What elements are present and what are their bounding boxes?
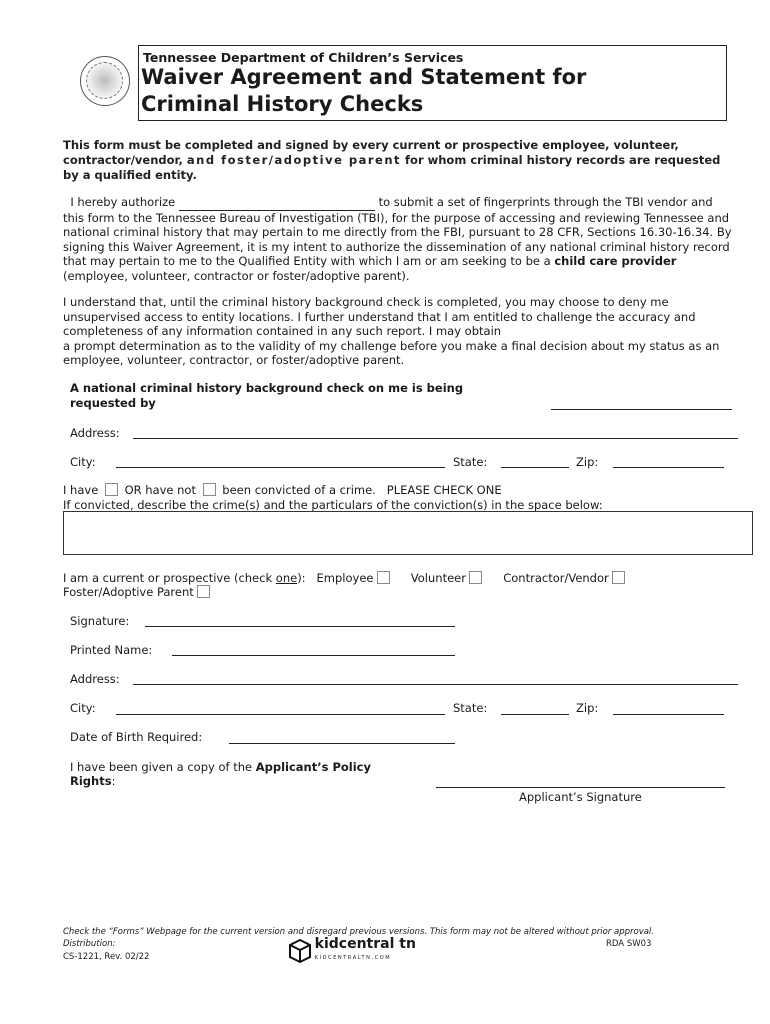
- contractor-checkbox[interactable]: [612, 571, 625, 584]
- applicant-city-label: City:: [70, 701, 96, 715]
- entity-state-field[interactable]: [501, 467, 569, 468]
- signature-label: Signature:: [70, 614, 130, 628]
- have-convicted-checkbox[interactable]: [105, 483, 118, 496]
- policy-rights-statement: I have been given a copy of the Applicant’s Policy Rights:: [70, 760, 371, 788]
- footer-form-number: CS-1221, Rev. 02/22: [63, 952, 150, 962]
- footer-distribution: Distribution:: [63, 939, 116, 949]
- signature-field[interactable]: [145, 626, 455, 627]
- kidcentral-logo: kidcentral tn KIDCENTRALTN.COM: [289, 937, 416, 965]
- requested-by-label: A national criminal history background check on me is being requested by: [70, 381, 464, 410]
- intro-text: This form must be completed and signed by every current or prospective employee, volunteer, contractor/vendor, and foster/adoptive parent for whom criminal history records are requested by a qualified entity.: [63, 138, 721, 182]
- department-name: Tennessee Department of Children’s Services: [143, 50, 464, 65]
- printed-name-field[interactable]: [172, 655, 455, 656]
- entity-state-label: State:: [453, 455, 488, 469]
- employee-checkbox[interactable]: [377, 571, 390, 584]
- applicant-city-field[interactable]: [116, 714, 445, 715]
- foster-parent-checkbox[interactable]: [197, 585, 210, 598]
- printed-name-label: Printed Name:: [70, 643, 153, 657]
- conviction-description-field[interactable]: [63, 511, 753, 555]
- entity-zip-label: Zip:: [576, 455, 599, 469]
- applicant-zip-field[interactable]: [613, 714, 724, 715]
- role-row: I am a current or prospective (check one): Employee Volunteer Contractor/Vendor: [63, 571, 628, 585]
- footer-note: Check the “Forms” Webpage for the current version and disregard previous versions. This form may not be altered without prior approval.: [63, 927, 654, 937]
- applicant-address-field[interactable]: [133, 684, 738, 685]
- volunteer-checkbox[interactable]: [469, 571, 482, 584]
- conviction-row: I have OR have not been convicted of a crime. PLEASE CHECK ONE: [63, 483, 502, 497]
- state-seal-logo: [80, 56, 130, 106]
- conviction-describe-label: If convicted, describe the crime(s) and the particulars of the conviction(s) in the space below:: [63, 498, 603, 512]
- foster-row: Foster/Adoptive Parent: [63, 585, 213, 599]
- entity-city-label: City:: [70, 455, 96, 469]
- applicant-state-field[interactable]: [501, 714, 569, 715]
- entity-address-label: Address:: [70, 426, 120, 440]
- applicant-state-label: State:: [453, 701, 488, 715]
- have-not-convicted-checkbox[interactable]: [203, 483, 216, 496]
- page-title: Waiver Agreement and Statement for Criminal History Checks: [141, 65, 587, 116]
- authorization-paragraph: I hereby authorize to submit a set of fingerprints through the TBI vendor and this form to the Tennessee Bureau of Investigation (TBI), for the purpose of accessing and reviewing Tennessee and national criminal history that may pertain to me directly from the FBI, pursuant to 28 CFR, Sections 16.30-16.34. By signing this Waiver Agreement, it is my intent to authorize the dissemination of any national criminal history record that may pertain to me to the Qualified Entity with which I am or am seeking to be a child care provider (employee, volunteer, contractor or foster/adoptive parent).: [63, 195, 732, 283]
- understand-paragraph: I understand that, until the criminal history background check is completed, you may choose to deny me unsupervised access to entity locations. I further understand that I am entitled to challenge the accuracy and completeness of any information contained in any such report. I may obtain a prompt determination as to the validity of my challenge before you make a final decision about my status as an employee, volunteer, contractor, or foster/adoptive parent.: [63, 295, 720, 367]
- footer-rda-code: RDA SW03: [606, 939, 652, 949]
- kidcentral-cube-icon: [289, 939, 311, 963]
- entity-zip-field[interactable]: [613, 467, 724, 468]
- dob-field[interactable]: [229, 743, 455, 744]
- applicant-address-label: Address:: [70, 672, 120, 686]
- dob-label: Date of Birth Required:: [70, 730, 203, 744]
- applicant-signature-caption: Applicant’s Signature: [519, 790, 642, 804]
- applicant-zip-label: Zip:: [576, 701, 599, 715]
- applicant-signature-field[interactable]: [436, 787, 725, 788]
- authorized-entity-field[interactable]: [179, 195, 375, 211]
- entity-address-field[interactable]: [133, 438, 738, 439]
- requested-by-field[interactable]: [551, 409, 732, 410]
- entity-city-field[interactable]: [116, 467, 445, 468]
